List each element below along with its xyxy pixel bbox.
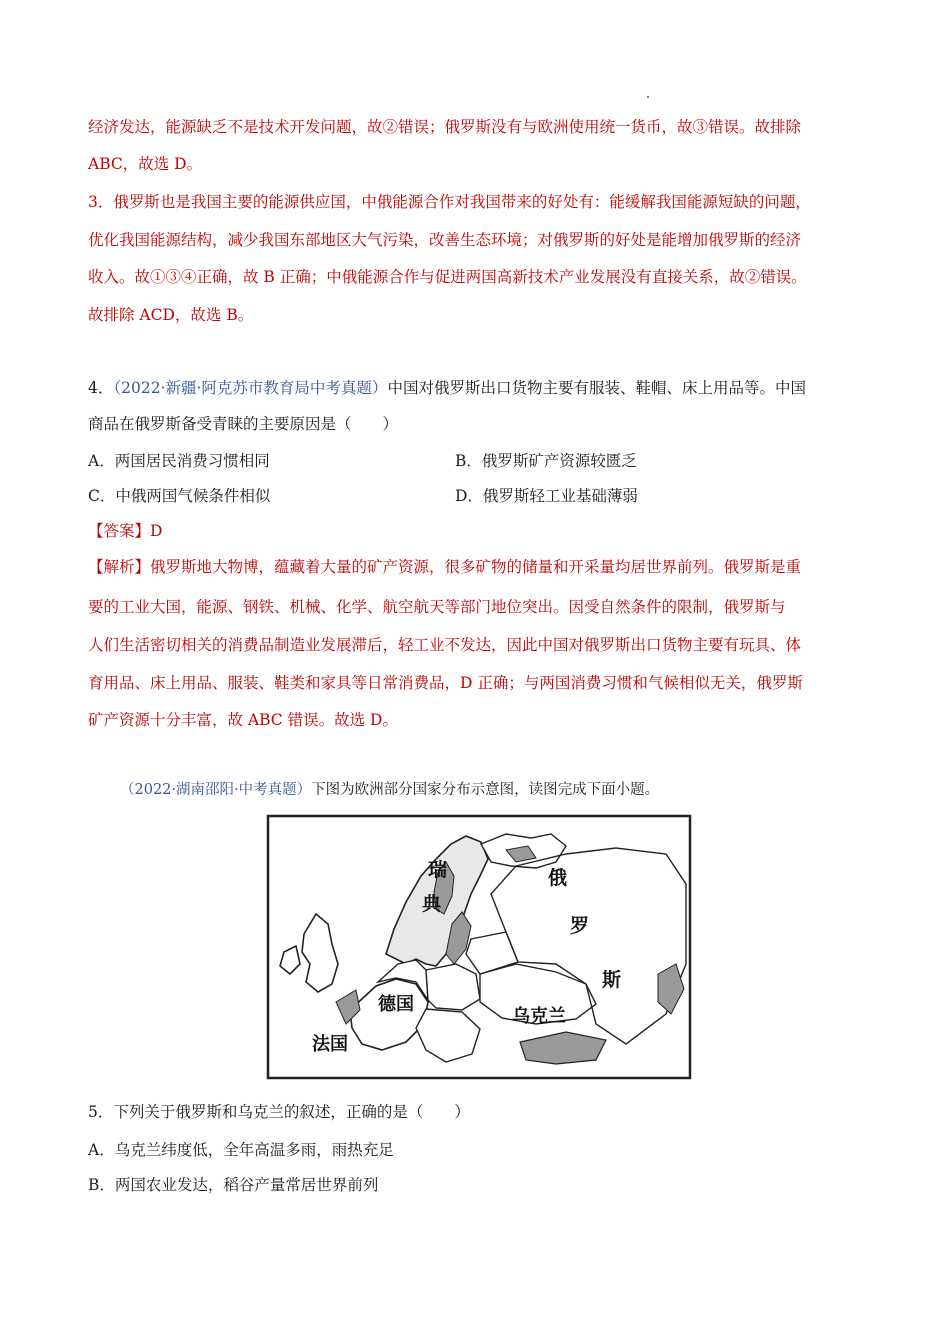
group-text: 下图为欧洲部分国家分布示意图，读图完成下面小题。	[311, 782, 660, 798]
q3-line: 3．俄罗斯也是我国主要的能源供应国，中俄能源合作对我国带来的好处有：能缓解我国能源短缺的问题，	[88, 193, 811, 211]
group-intro	[120, 779, 659, 801]
label-ukraine: 乌克兰	[512, 1006, 566, 1027]
analysis-line: 矿产资源十分丰富，故 ABC 错误。故选 D。	[88, 711, 398, 729]
label-russia-2: 罗	[570, 915, 590, 937]
option-b: B．俄罗斯矿产资源较匮乏	[455, 452, 637, 470]
q3-line: 优化我国能源结构，减少我国东部地区大气污染，改善生态环境；对俄罗斯的好处是能增加俄罗斯的经济	[88, 231, 802, 249]
label-russia-3: 斯	[602, 969, 622, 991]
q3-line: 故排除 ACD，故选 B。	[88, 306, 254, 324]
label-france: 法国	[312, 1034, 348, 1055]
analysis-label: 【解析】	[88, 558, 151, 576]
option-b: B．两国农业发达，稻谷产量常居世界前列	[88, 1176, 379, 1194]
label-sweden-1: 瑞	[428, 859, 448, 881]
q3-line: 收入。故①③④正确，故 B 正确；中俄能源合作与促进两国高新技术产业发展没有直接关系，故②错误。	[88, 268, 807, 286]
analysis-line: 要的工业大国，能源、钢铁、机械、化学、航空航天等部门地位突出。因受自然条件的限制，俄罗斯与	[88, 598, 786, 616]
europe-map	[266, 814, 692, 1080]
label-germany: 德国	[378, 994, 414, 1015]
label-sweden-2: 典	[422, 893, 442, 915]
q5-stem: 5．下列关于俄罗斯和乌克兰的叙述，正确的是（ ）	[88, 1103, 470, 1121]
analysis-line: 育用品、床上用品、服装、鞋类和家具等日常消费品，D 正确；与两国消费习惯和气候相似无关，俄罗斯	[88, 674, 803, 692]
answer-value: D	[150, 522, 163, 540]
analysis-text: 俄罗斯地大物博，蕴藏着大量的矿产资源，很多矿物的储量和开采量均居世界前列。俄罗斯是重	[150, 558, 802, 576]
analysis-line: 经济发达，能源缺乏不是技术开发问题，故②错误；俄罗斯没有与欧洲使用统一货币，故③错误。故排除	[88, 118, 802, 136]
decorative-dot	[647, 96, 649, 98]
label-russia-1: 俄	[548, 867, 568, 889]
q4-stem	[88, 377, 806, 399]
answer-label: 【答案】	[88, 522, 151, 540]
answer	[88, 520, 162, 542]
analysis	[88, 556, 801, 578]
option-c: C．中俄两国气候条件相似	[88, 487, 271, 505]
question-source: （2022·新疆·阿克苏市教育局中考真题）	[113, 379, 388, 397]
option-a: A．乌克兰纬度低，全年高温多雨，雨热充足	[88, 1141, 394, 1159]
analysis-line: 人们生活密切相关的消费品制造业发展滞后，轻工业不发达，因此中国对俄罗斯出口货物主要有玩具、体	[88, 636, 802, 654]
option-a: A．两国居民消费习惯相同	[88, 452, 270, 470]
question-number: 4．	[88, 379, 114, 397]
analysis-line: ABC，故选 D。	[88, 155, 203, 173]
group-source: （2022·湖南邵阳·中考真题）	[120, 782, 312, 798]
q4-stem-cont: 商品在俄罗斯备受青睐的主要原因是（ ）	[88, 415, 399, 433]
option-d: D．俄罗斯轻工业基础薄弱	[455, 487, 638, 505]
question-stem: 中国对俄罗斯出口货物主要有服装、鞋帽、床上用品等。中国	[387, 379, 806, 397]
